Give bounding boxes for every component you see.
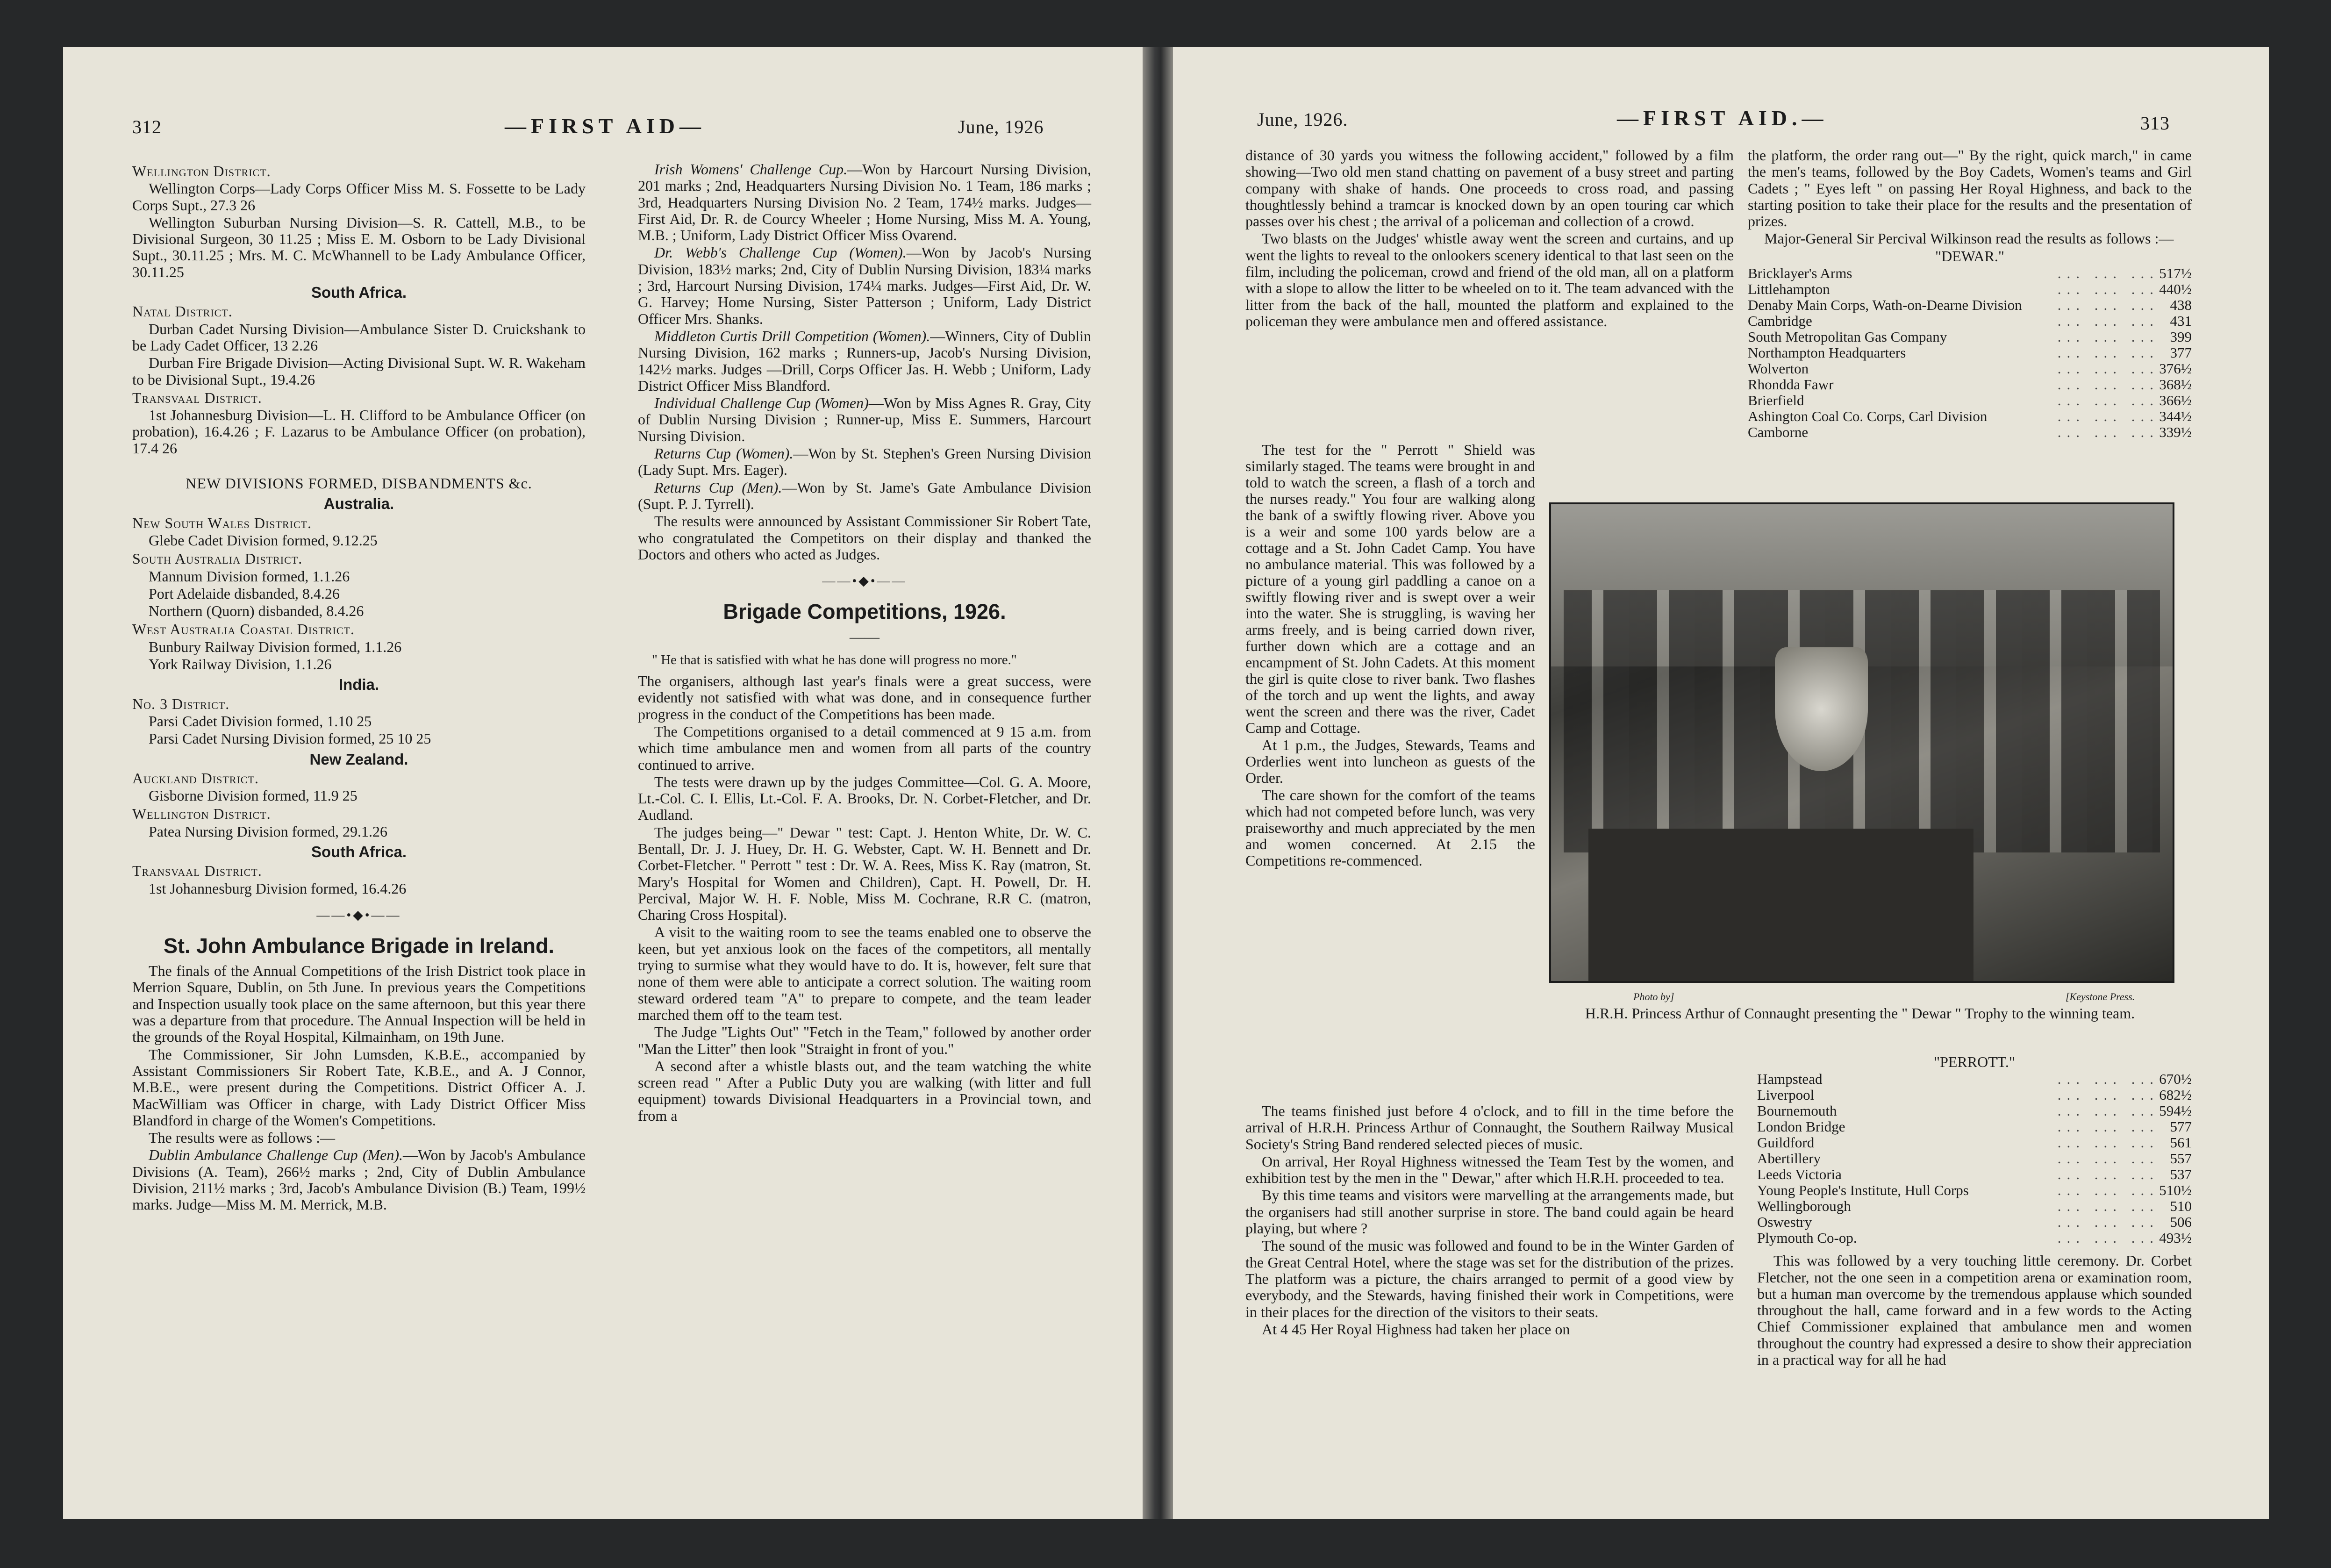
left-page-number: 312 (132, 116, 162, 137)
team-name: Brierfield (1748, 392, 1804, 409)
results-row (1748, 313, 2192, 329)
team-score: 561 (2170, 1134, 2192, 1151)
leader-dots: ... ... ... (2057, 376, 2159, 393)
right-column-1-lower (1245, 1103, 1734, 1339)
paragraph (638, 328, 1091, 394)
left-column-2 (638, 161, 1091, 1125)
leader-dots: ... ... ... (2057, 1087, 2159, 1103)
competition-title: Irish Womens' Challenge Cup. (654, 161, 848, 178)
paragraph: The Judge "Lights Out" "Fetch in the Team," followed by another order "Man the Litter" then look "Straight in front of you." (638, 1024, 1091, 1057)
team-name: Liverpool (1757, 1087, 1815, 1103)
left-running-title: —FIRST AID— (505, 114, 706, 138)
team-score: 594½ (2159, 1103, 2192, 1119)
perrott-results-table (1757, 1071, 2192, 1246)
section-subheading: South Africa. (311, 284, 407, 301)
section-heading: NEW DIVISIONS FORMED, DISBANDMENTS &c. (186, 475, 532, 492)
team-name: Littlehampton (1748, 281, 1830, 298)
team-name: Wolverton (1748, 360, 1809, 377)
results-row (1748, 361, 2192, 377)
section-subheading: New Zealand. (309, 750, 408, 768)
leader-dots: ... ... ... (2057, 1134, 2159, 1151)
paragraph: The sound of the music was followed and found to be in the Winter Garden of the Great Central Hotel, where the stage was set for the distribution of the prizes. The platform was a picture, the chairs arranged to permit of a good view by everybody, and the Stewards, having finished their work in Competitions, were in their places for the direction of the visitors to their seats. (1245, 1237, 1734, 1320)
team-score: 506 (2170, 1214, 2192, 1231)
district-heading: South Australia District. (132, 550, 303, 567)
leader-dots: ... ... ... (2057, 1071, 2159, 1088)
team-score: 376½ (2159, 360, 2192, 377)
team-score: 366½ (2159, 392, 2192, 409)
competition-result: —Winners, City of Dublin Nursing Division, 162 marks ; Runners-up, Jacob's Nursing Division, 142½ marks. Judges —Drill, Corps Officer Jas. H. Webb ; Uniform, Lady District Officer Miss Blandford. (638, 327, 1092, 394)
paragraph: distance of 30 yards you witness the following accident," followed by a film showing—Two old men stand chatting on pavement of a busy street and parting company with shake of hands. One proceeds to cross road, and passing thoughtlessly behind a tramcar is knocked down by an open touring car which passes over his chest ; the arrival of a policeman and collection of a crowd. (1245, 147, 1734, 230)
right-column-1-narrow (1245, 442, 1535, 870)
paragraph: Patea Nursing Division formed, 29.1.26 (149, 823, 388, 840)
results-heading: "PERROTT." (1934, 1053, 2015, 1070)
team-name: Northampton Headquarters (1748, 344, 1906, 361)
leader-dots: ... ... ... (2057, 1166, 2159, 1183)
results-row (1757, 1230, 2192, 1246)
team-name: Bournemouth (1757, 1103, 1837, 1119)
leader-dots: ... ... ... (2057, 297, 2159, 314)
team-score: 517½ (2159, 265, 2192, 282)
book-gutter (1143, 47, 1173, 1519)
team-score: 493½ (2159, 1230, 2192, 1246)
competition-title: Returns Cup (Men). (654, 479, 782, 496)
team-name: South Metropolitan Gas Company (1748, 329, 1947, 345)
results-row (1757, 1135, 2192, 1151)
paragraph: Durban Cadet Nursing Division—Ambulance Sister D. Cruickshank to be Lady Cadet Officer, 13 2.26 (132, 320, 586, 354)
section-subheading: South Africa. (311, 843, 407, 860)
team-name: Rhondda Fawr (1748, 376, 1834, 393)
leader-dots: ... ... ... (2057, 408, 2159, 425)
paragraph: The results were as follows :— (149, 1129, 336, 1146)
results-row (1757, 1071, 2192, 1087)
left-column-1 (132, 161, 586, 1214)
paragraph: Parsi Cadet Division formed, 1.10 25 (149, 712, 372, 730)
competition-result: —Won by Jacob's Ambulance Divisions (A. Team), 266½ marks ; 2nd, City of Dublin Ambulance Division, 211½ marks ; 3rd, Jacob's Ambulance Division (B.) Team, 199½ marks. Judge—Miss M. M. Merrick, M.B. (132, 1146, 586, 1213)
paragraph: The Commissioner, Sir John Lumsden, K.B.E., accompanied by Assistant Commissioners Sir Robert Tate, K.B.E., and A. J Connor, M.B.E., were present during the Competitions. District Officer A. J. MacWilliam was Officer in charge, with Lady District Officer Miss Blandford in charge of the Women's Competitions. (132, 1045, 586, 1129)
right-column-1 (1245, 147, 1734, 330)
team-score: 440½ (2159, 281, 2192, 298)
leader-dots: ... ... ... (2057, 392, 2159, 409)
team-name: Wellingborough (1757, 1198, 1851, 1215)
team-name: Denaby Main Corps, Wath-on-Dearne Division (1748, 297, 2022, 314)
competition-result: —Won by Miss Agnes R. Gray, City of Dublin Nursing Division ; Runner-up, Miss E. Summers, Harcourt Nursing Division. (638, 394, 1091, 444)
team-name: Bricklayer's Arms (1748, 265, 1852, 282)
paragraph: the platform, the order rang out—" By the right, quick march," in came the men's teams, followed by the Boy Cadets, Women's teams and Girl Cadets ; " Eyes left " on passing Her Royal Highness, and back to the starting position to take their place for the results and the presentation of prizes. (1748, 147, 2192, 230)
section-subheading: Australia. (323, 495, 394, 513)
paragraph: Northern (Quorn) disbanded, 8.4.26 (149, 602, 364, 620)
paragraph: By this time teams and visitors were marvelling at the arrangements made, but the organisers had still another surprise in store. The band could again be heard playing, but where ? (1245, 1187, 1734, 1237)
team-name: Young People's Institute, Hull Corps (1757, 1182, 1969, 1199)
paragraph (638, 480, 1091, 513)
paragraph: The organisers, although last year's finals were a great success, were evidently not satisfied with what was done, and in consequence further progress in the conduct of the Competitions has been made. (638, 673, 1091, 723)
competition-title: Dr. Webb's Challenge Cup (Women). (654, 244, 907, 261)
results-row (1757, 1119, 2192, 1135)
right-column-2-lower (1757, 1054, 2192, 1369)
paragraph: This was followed by a very touching little ceremony. Dr. Corbet Fletcher, not the one seen in a competition arena or examination room, but a human man overcome by the tremendous applause which sounded throughout the hall, came forward and in a few words to the Acting Chief Commissioner explained that ambulance men and women throughout the country had expressed a desire to show their appreciation in a practical way for all he had (1757, 1252, 2192, 1368)
team-score: 339½ (2159, 424, 2192, 441)
paragraph: The test for the " Perrott " Shield was similarly staged. The teams were brought in and told to watch the screen, a flash of a torch and the nurses ready." You four are walking along the bank of a swiftly flowing river. Above you is a weir and some 100 yards below are a cottage and a St. John Cadet Camp. You have no ambulance material. This was followed by a picture of a young girl paddling a canoe on a swiftly flowing river and is swept over a weir into the water. She is struggling, is waving her arms freely, and is being carried down river, further down which are a cottage and an encampment of St. John Cadets. At this moment the girl is quite close to river bank. Two flashes of the torch and up went the lights, and away went the screen and there was the river, Cadet Camp and Cottage. (1245, 441, 1535, 736)
photo-credit-left: Photo by] (1633, 991, 1674, 1002)
team-score: 670½ (2159, 1071, 2192, 1088)
district-heading: Transvaal District. (132, 862, 262, 880)
results-row (1757, 1087, 2192, 1103)
paragraph: Wellington Suburban Nursing Division—S. R. Cattell, M.B., to be Divisional Surgeon, 30 11.25 ; Miss E. M. Osborn to be Lady Divisional Supt., 30.11.25 ; Mrs. M. C. McWhannell to be Lady Ambulance Officer, 30.11.25 (132, 214, 586, 280)
leader-dots: ... ... ... (2057, 329, 2159, 345)
results-row (1757, 1103, 2192, 1119)
results-row (1757, 1214, 2192, 1230)
paragraph (638, 395, 1091, 444)
leader-dots: ... ... ... (2057, 1150, 2159, 1167)
photo-credit-right: [Keystone Press. (2066, 991, 2135, 1002)
ornamental-divider: ——•◆•—— (822, 574, 907, 589)
results-row (1748, 329, 2192, 345)
results-row (1748, 297, 2192, 313)
team-score: 431 (2170, 313, 2192, 329)
article-heading: St. John Ambulance Brigade in Ireland. (164, 934, 554, 958)
leader-dots: ... ... ... (2057, 281, 2159, 298)
short-rule: —— (850, 628, 879, 645)
paragraph: Durban Fire Brigade Division—Acting Divisional Supt. W. R. Wakeham to be Divisional Supt., 19.4.26 (132, 354, 586, 388)
team-score: 537 (2170, 1166, 2192, 1183)
competition-result: —Won by Harcourt Nursing Division, 201 marks ; 2nd, Headquarters Nursing Division No. 1 Team, 186 marks ; 3rd, Headquarters Nursing Division No. 2 Team, 174½ marks. Judges—First Aid, Dr. R. de Courcy Wheeler ; Home Nursing, Miss M. A. Young, M.B. ; Uniform, Lady District Officer Miss Ovarend. (638, 161, 1092, 244)
results-row (1757, 1182, 2192, 1198)
leader-dots: ... ... ... (2057, 1198, 2159, 1215)
leader-dots: ... ... ... (2057, 1230, 2159, 1246)
team-score: 377 (2170, 344, 2192, 361)
district-heading: Transvaal District. (132, 389, 262, 406)
leader-dots: ... ... ... (2057, 313, 2159, 329)
paragraph (132, 1147, 586, 1213)
paragraph: 1st Johannesburg Division—L. H. Clifford to be Ambulance Officer (on probation), 16.4.26 ; F. Lazarus to be Ambulance Officer (on probation), 17.4 26 (132, 407, 586, 457)
district-heading: Natal District. (132, 303, 233, 320)
district-heading: Auckland District. (132, 769, 259, 787)
competition-title: Dublin Ambulance Challenge Cup (Men). (149, 1146, 403, 1164)
team-name: Leeds Victoria (1757, 1166, 1842, 1183)
paragraph: At 1 p.m., the Judges, Stewards, Teams and Orderlies went into luncheon as guests of the Order. (1245, 737, 1535, 786)
section-subheading: India. (338, 676, 379, 694)
results-row (1748, 345, 2192, 361)
competition-result: —Won by Jacob's Nursing Division, 183½ marks; 2nd, City of Dublin Nursing Division, 183¼ marks ; 3rd, Harcourt Nursing Division, 174¼ marks. Judges—First Aid, Dr. W. G. Harvey; Home Nursing, Sister Patterson ; Uniform, Lady District Officer Mrs. Shanks. (638, 244, 1092, 327)
epigraph: " He that is satisfied with what he has done will progress no more." (652, 652, 1017, 667)
competition-title: Middleton Curtis Drill Competition (Women). (654, 327, 930, 344)
paragraph: Port Adelaide disbanded, 8.4.26 (149, 585, 340, 602)
competition-title: Returns Cup (Women). (654, 445, 794, 462)
team-name: Ashington Coal Co. Corps, Carl Division (1748, 408, 1988, 425)
paragraph: Glebe Cadet Division formed, 9.12.25 (149, 531, 378, 549)
paragraph: 1st Johannesburg Division formed, 16.4.26 (149, 880, 407, 897)
results-row (1748, 424, 2192, 440)
paragraph: The Competitions organised to a detail commenced at 9 15 a.m. from which time ambulance men and women from all parts of the country continued to arrive. (638, 723, 1091, 773)
results-row (1748, 377, 2192, 393)
paragraph: Bunbury Railway Division formed, 1.1.26 (149, 638, 402, 655)
results-row (1757, 1151, 2192, 1167)
leader-dots: ... ... ... (2057, 265, 2159, 282)
results-row (1748, 281, 2192, 297)
leader-dots: ... ... ... (2057, 1103, 2159, 1119)
team-name: Oswestry (1757, 1214, 1812, 1231)
leader-dots: ... ... ... (2057, 1214, 2159, 1231)
right-date: June, 1926. (1257, 109, 1348, 130)
team-score: 682½ (2159, 1087, 2192, 1103)
results-heading: "DEWAR." (1935, 247, 2004, 265)
team-score: 344½ (2159, 408, 2192, 425)
team-score: 577 (2170, 1118, 2192, 1135)
team-name: Guildford (1757, 1134, 1815, 1151)
results-row (1748, 393, 2192, 408)
team-name: Cambridge (1748, 313, 1812, 329)
team-name: Abertillery (1757, 1150, 1821, 1167)
team-name: Plymouth Co-op. (1757, 1230, 1857, 1246)
paragraph (638, 244, 1091, 327)
district-heading: New South Wales District. (132, 514, 312, 531)
photo-caption: H.R.H. Princess Arthur of Connaught presenting the " Dewar " Trophy to the winning team. (1585, 1005, 2135, 1022)
team-score: 557 (2170, 1150, 2192, 1167)
right-page-number: 313 (2140, 113, 2170, 134)
dewar-results-table (1748, 265, 2192, 440)
district-heading: West Australia Coastal District. (132, 621, 355, 638)
article-heading: Brigade Competitions, 1926. (723, 600, 1006, 624)
paragraph: Parsi Cadet Nursing Division formed, 25 10 25 (149, 730, 431, 747)
paragraph: Wellington Corps—Lady Corps Officer Miss M. S. Fossette to be Lady Corps Supt., 27.3 26 (132, 180, 586, 214)
paragraph: The results were announced by Assistant Commissioner Sir Robert Tate, who congratulated the Competitors on their display and thanked the Doctors and others who acted as Judges. (638, 513, 1091, 563)
competition-title: Individual Challenge Cup (Women) (654, 394, 869, 412)
paragraph: A visit to the waiting room to see the teams enabled one to observe the keen, but yet anxious look on the faces of the competitors, all mentally trying to surmise what they would have to do. It is, however, felt sure that none of them were able to anticipate a correct solution. The waiting room steward ordered team "A" to prepare to compete, and the team leader marched them off to the team test. (638, 924, 1091, 1023)
paragraph: A second after a whistle blasts out, and the team watching the white screen read " After a Public Duty you are walking (with litter and full equipment) towards Divisional Headquarters in a Provincial town, and from a (638, 1057, 1091, 1124)
paragraph: The judges being—" Dewar " test: Capt. J. Henton White, Dr. W. C. Bentall, Dr. J. J. Huey, Dr. H. G. Webster, Capt. W. H. Bennett and Dr. Corbet-Fletcher. " Perrott " test : Dr. W. A. Rees, Miss K. Ray (matron, St. Mary's Hospital for Women and Children), Capt. H. Powell, Dr. H. Percival, Major W. H. F. Noble, Miss M. Cochrane, R.R C. (matron, Charing Cross Hospital). (638, 823, 1091, 924)
district-heading: Wellington District. (132, 805, 271, 823)
leader-dots: ... ... ... (2057, 360, 2159, 377)
leader-dots: ... ... ... (2057, 1182, 2159, 1199)
trophy-presentation-photo (1549, 502, 2174, 983)
results-row (1748, 408, 2192, 424)
district-heading: No. 3 District. (132, 695, 230, 712)
paragraph (638, 445, 1091, 479)
results-row (1757, 1198, 2192, 1214)
competition-result: —Won by St. Jame's Gate Ambulance Division (Supt. P. J. Tyrrell). (638, 479, 1092, 512)
team-name: Hampstead (1757, 1071, 1823, 1088)
left-date: June, 1926 (958, 116, 1044, 137)
right-running-title: —FIRST AID.— (1617, 106, 1828, 130)
team-name: London Bridge (1757, 1118, 1845, 1135)
paragraph: At 4 45 Her Royal Highness had taken her place on (1262, 1320, 1570, 1338)
paragraph: Gisborne Division formed, 11.9 25 (149, 787, 358, 804)
paragraph: Major-General Sir Percival Wilkinson read the results as follows :— (1764, 230, 2174, 247)
team-score: 368½ (2159, 376, 2192, 393)
paragraph: On arrival, Her Royal Highness witnessed the Team Test by the women, and exhibition test by the men in the " Dewar," after which H.R.H. proceeded to tea. (1245, 1153, 1734, 1187)
results-row (1757, 1167, 2192, 1182)
paragraph: Mannum Division formed, 1.1.26 (149, 567, 350, 585)
photo-shield-trophy (1775, 647, 1868, 771)
district-heading: Wellington District. (132, 163, 271, 179)
paragraph (638, 161, 1091, 243)
paragraph: The tests were drawn up by the judges Committee—Col. G. A. Moore, Lt.-Col. C. I. Ellis, Lt.-Col. F. A. Brooks, Dr. N. Corbet-Fletcher, and Dr. Audland. (638, 773, 1091, 823)
paragraph: The finals of the Annual Competitions of the Irish District took place in Merrion Square, Dublin, on 5th June. In previous years the Competitions and Inspection usually took place on the same afternoon, but this year there was a departure from that procedure. The Annual Inspection will be held in the grounds of the Royal Hospital, Kilmainham, on 19th June. (132, 962, 586, 1045)
paragraph: York Railway Division, 1.1.26 (149, 656, 332, 673)
results-row (1748, 265, 2192, 281)
team-score: 438 (2170, 297, 2192, 314)
paragraph: The care shown for the comfort of the teams which had not competed before lunch, was very praiseworthy and much appreciated by the men and women concerned. At 2.15 the Competitions re-commenced. (1245, 787, 1535, 869)
photo-table (1588, 829, 1974, 981)
leader-dots: ... ... ... (2057, 424, 2159, 441)
team-score: 399 (2170, 329, 2192, 345)
paragraph: The teams finished just before 4 o'clock, and to fill in the time before the arrival of H.R.H. Princess Arthur of Connaught, the Southern Railway Musical Society's String Band rendered selected pieces of music. (1245, 1103, 1734, 1153)
leader-dots: ... ... ... (2057, 344, 2159, 361)
leader-dots: ... ... ... (2057, 1118, 2159, 1135)
team-name: Camborne (1748, 424, 1809, 441)
ornamental-divider: ——•◆•—— (316, 908, 401, 923)
team-score: 510 (2170, 1198, 2192, 1215)
competition-result: —Won by St. Stephen's Green Nursing Division (Lady Supt. Mrs. Eager). (638, 445, 1092, 479)
team-score: 510½ (2159, 1182, 2192, 1199)
right-column-2 (1748, 147, 2192, 440)
paragraph: Two blasts on the Judges' whistle away went the screen and curtains, and up went the lights to reveal to the onlookers scenery identical to that last seen on the film, including the policeman, crowd and friend of the old man, all on a platform with a slope to allow the litter to be wheeled on to it. The team advanced with the litter from the back of the hall, mounted the platform and explained to the policeman they were ambulance men and offered assistance. (1245, 230, 1734, 329)
